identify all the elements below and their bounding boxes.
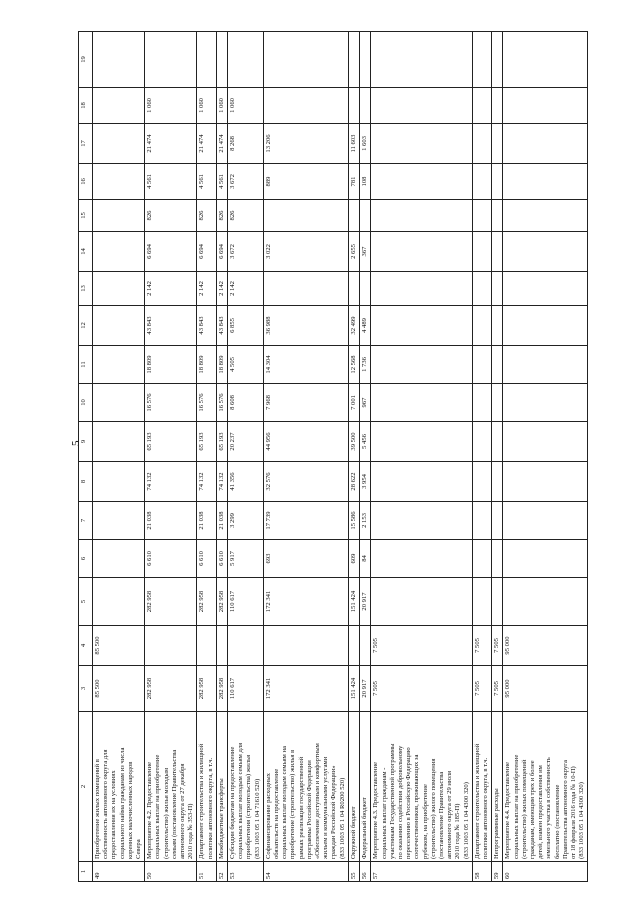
table-row: [216, 32, 227, 882]
value-cell: [228, 32, 264, 88]
value-cell: [93, 578, 145, 626]
value-cell: 1 060: [216, 88, 227, 124]
value-cell: [472, 124, 491, 164]
value-cell: 44 956: [263, 422, 348, 462]
table-body: [93, 32, 588, 882]
value-cell: [472, 462, 491, 502]
value-cell: [371, 502, 472, 540]
row-number: 59: [492, 862, 503, 882]
value-cell: [472, 32, 491, 88]
value-cell: [228, 626, 264, 666]
value-cell: [93, 88, 145, 124]
item-name: Департамент строительства и жилищной политики автономного округа, в т.ч.: [472, 712, 491, 862]
value-cell: 172 341: [263, 578, 348, 626]
row-number: 54: [263, 862, 348, 882]
value-cell: 282 958: [197, 666, 216, 712]
value-cell: 32 576: [263, 462, 348, 502]
column-number: 1: [79, 862, 93, 882]
value-cell: 41 356: [228, 462, 264, 502]
table-row: [503, 32, 588, 882]
value-cell: 781: [348, 164, 359, 200]
value-cell: 2 142: [145, 272, 197, 306]
table-row: [348, 32, 359, 882]
table-row: [472, 32, 491, 882]
value-cell: [503, 306, 588, 346]
item-name: Мероприятие 4.2. Предоставление социальных выплат на приобретение (строительство) жилья молодым семьям (постановление Правительства автономного округа от 27 декабря 2010 года № 353-П): [145, 712, 197, 862]
value-cell: 18 809: [197, 346, 216, 384]
value-cell: [492, 232, 503, 272]
column-number: 6: [79, 540, 93, 578]
value-cell: [503, 200, 588, 232]
item-name: Окружной бюджет: [348, 712, 359, 862]
value-cell: [371, 578, 472, 626]
value-cell: 172 341: [263, 666, 348, 712]
value-cell: [503, 462, 588, 502]
value-cell: 15 586: [348, 502, 359, 540]
column-number: 2: [79, 712, 93, 862]
column-number: 8: [79, 462, 93, 502]
value-cell: [503, 164, 588, 200]
value-cell: [492, 578, 503, 626]
item-name: Департамент строительства и жилищной политики автономного округа, в т.ч.: [197, 712, 216, 862]
value-cell: [93, 200, 145, 232]
value-cell: 4 489: [360, 306, 371, 346]
value-cell: 2 142: [228, 272, 264, 306]
value-cell: [348, 200, 359, 232]
value-cell: 693: [263, 540, 348, 578]
value-cell: 6 694: [145, 232, 197, 272]
value-cell: 74 132: [197, 462, 216, 502]
value-cell: 21 474: [197, 124, 216, 164]
value-cell: 5 456: [360, 422, 371, 462]
column-number: 17: [79, 124, 93, 164]
value-cell: 6 694: [197, 232, 216, 272]
value-cell: 1 736: [360, 346, 371, 384]
value-cell: 826: [197, 200, 216, 232]
value-cell: [472, 422, 491, 462]
value-cell: [93, 124, 145, 164]
value-cell: [503, 578, 588, 626]
table-row: [263, 32, 348, 882]
value-cell: 20 237: [228, 422, 264, 462]
value-cell: 14 304: [263, 346, 348, 384]
item-name: Субсидии бюджетам на предоставление социальных выплат молодым семьям для приобретения (строительства) жилья (833 1003 05 1 04 71610 520): [228, 712, 264, 862]
value-cell: [472, 306, 491, 346]
value-cell: 7 505: [472, 666, 491, 712]
value-cell: [371, 32, 472, 88]
value-cell: [503, 540, 588, 578]
value-cell: 65 193: [216, 422, 227, 462]
value-cell: [371, 200, 472, 232]
value-cell: [93, 422, 145, 462]
value-cell: 282 958: [145, 578, 197, 626]
value-cell: [492, 272, 503, 306]
column-number: 9: [79, 422, 93, 462]
row-number: 50: [145, 862, 197, 882]
value-cell: 17 739: [263, 502, 348, 540]
value-cell: [348, 88, 359, 124]
value-cell: 7 968: [263, 384, 348, 422]
value-cell: 967: [360, 384, 371, 422]
value-cell: [360, 88, 371, 124]
value-cell: 3 672: [228, 164, 264, 200]
value-cell: [472, 578, 491, 626]
value-cell: 13 206: [263, 124, 348, 164]
value-cell: [503, 272, 588, 306]
value-cell: [503, 88, 588, 124]
column-number: 19: [79, 32, 93, 88]
column-number: 11: [79, 346, 93, 384]
value-cell: [492, 200, 503, 232]
item-name: Мероприятие 4.3. Предоставление социальных выплат гражданам - участникам Государственной программы по оказанию содействия добровольному переселению в Российскую Федерацию соотечественников, проживающих за рубежом, на приобретение (строительство) жилого помещения (постановление Правительства автономного округа от 29 июля 2010 года № 185-П) (833 1003 05 1 04 4300 320): [371, 712, 472, 862]
value-cell: [492, 88, 503, 124]
value-cell: 74 132: [145, 462, 197, 502]
value-cell: 65 193: [145, 422, 197, 462]
value-cell: [263, 626, 348, 666]
column-number: 3: [79, 666, 93, 712]
value-cell: 108: [360, 164, 371, 200]
value-cell: 2 142: [216, 272, 227, 306]
value-cell: [371, 164, 472, 200]
value-cell: [145, 32, 197, 88]
value-cell: 8 268: [228, 124, 264, 164]
value-cell: 8 608: [228, 384, 264, 422]
value-cell: [197, 626, 216, 666]
value-cell: 5 917: [228, 540, 264, 578]
value-cell: 7 001: [348, 384, 359, 422]
value-cell: 4 505: [228, 346, 264, 384]
value-cell: [360, 626, 371, 666]
value-cell: [93, 164, 145, 200]
value-cell: [93, 232, 145, 272]
value-cell: 1 060: [228, 88, 264, 124]
value-cell: 39 500: [348, 422, 359, 462]
value-cell: [503, 124, 588, 164]
value-cell: [472, 540, 491, 578]
value-cell: 28 622: [348, 462, 359, 502]
value-cell: 826: [216, 200, 227, 232]
value-cell: 2 142: [197, 272, 216, 306]
value-cell: 74 132: [216, 462, 227, 502]
value-cell: 84: [360, 540, 371, 578]
value-cell: [371, 272, 472, 306]
column-number: 4: [79, 626, 93, 666]
value-cell: [93, 462, 145, 502]
value-cell: [503, 32, 588, 88]
item-name: Федеральный бюджет: [360, 712, 371, 862]
value-cell: 826: [228, 200, 264, 232]
value-cell: [472, 272, 491, 306]
value-cell: 367: [360, 232, 371, 272]
value-cell: 11 603: [348, 124, 359, 164]
value-cell: 3 954: [360, 462, 371, 502]
value-cell: [93, 502, 145, 540]
value-cell: [93, 540, 145, 578]
value-cell: [263, 200, 348, 232]
value-cell: 7 505: [371, 666, 472, 712]
item-name: Мероприятие 4.4. Предоставление социальных выплат на приобретение (строительство) жилых помещений гражданам, имеющим трех и более детей, взамен предоставления им земельного участка в собственность бесплатно (постановление Правительства автономного округа от 18 февраля 2016 года № 10-П) (833 1003 05 1 04 4300 320): [503, 712, 588, 862]
value-cell: 7 505: [472, 626, 491, 666]
value-cell: 16 576: [145, 384, 197, 422]
value-cell: [263, 272, 348, 306]
value-cell: 12 568: [348, 346, 359, 384]
item-name: Непрограммные расходы: [492, 712, 503, 862]
table-row: [228, 32, 264, 882]
value-cell: [472, 200, 491, 232]
value-cell: [492, 502, 503, 540]
value-cell: 282 958: [145, 666, 197, 712]
value-cell: [492, 124, 503, 164]
value-cell: 110 617: [228, 666, 264, 712]
value-cell: 85 500: [93, 666, 145, 712]
value-cell: [216, 626, 227, 666]
row-number: 51: [197, 862, 216, 882]
value-cell: [93, 32, 145, 88]
table-row: [360, 32, 371, 882]
table-row: [197, 32, 216, 882]
row-number: 55: [348, 862, 359, 882]
value-cell: 95 000: [503, 666, 588, 712]
value-cell: [492, 32, 503, 88]
value-cell: 282 958: [216, 578, 227, 626]
table-row: [145, 32, 197, 882]
value-cell: 6 855: [228, 306, 264, 346]
value-cell: 4 561: [145, 164, 197, 200]
column-number: 5: [79, 578, 93, 626]
value-cell: 6 610: [145, 540, 197, 578]
column-number: 18: [79, 88, 93, 124]
value-cell: 43 843: [197, 306, 216, 346]
page-number: 5: [70, 440, 82, 446]
column-number: 12: [79, 306, 93, 346]
value-cell: [492, 164, 503, 200]
value-cell: 110 617: [228, 578, 264, 626]
value-cell: 32 499: [348, 306, 359, 346]
item-name: Софинансирование расходных обязательств на предоставление социальных выплат молодым семьям на приобретение (строительство) жилья в рамках реализации государственной программы Российской Федерации «Обеспечение доступным и комфортным жильем и коммунальными услугами граждан Российской Федерации» (833 1003 05 1 04 R0200 520): [263, 712, 348, 862]
value-cell: 282 958: [197, 578, 216, 626]
value-cell: 1 060: [145, 88, 197, 124]
value-cell: [348, 32, 359, 88]
value-cell: [503, 384, 588, 422]
value-cell: 282 958: [216, 666, 227, 712]
column-number: 10: [79, 384, 93, 422]
value-cell: [472, 384, 491, 422]
budget-table: [78, 31, 588, 882]
row-number: 57: [371, 862, 472, 882]
item-name: Приобретение жилых помещений в собственность автономного округа для предоставления их на условиях социального найма гражданам из числа коренных малочисленных народов Севера: [93, 712, 145, 862]
value-cell: 4 561: [197, 164, 216, 200]
value-cell: [360, 200, 371, 232]
value-cell: [503, 422, 588, 462]
value-cell: 18 809: [216, 346, 227, 384]
value-cell: [371, 384, 472, 422]
value-cell: 43 843: [216, 306, 227, 346]
value-cell: [371, 232, 472, 272]
value-cell: 21 474: [216, 124, 227, 164]
value-cell: 20 917: [360, 578, 371, 626]
value-cell: 1 603: [360, 124, 371, 164]
value-cell: 3 022: [263, 232, 348, 272]
value-cell: [371, 540, 472, 578]
column-number: 14: [79, 232, 93, 272]
column-number: 13: [79, 272, 93, 306]
value-cell: 7 505: [492, 666, 503, 712]
table-row: [492, 32, 503, 882]
value-cell: 20 917: [360, 666, 371, 712]
value-cell: [216, 32, 227, 88]
value-cell: [472, 164, 491, 200]
value-cell: 7 505: [371, 626, 472, 666]
rotated-table-container: [78, 32, 636, 882]
column-number: 15: [79, 200, 93, 232]
value-cell: [93, 306, 145, 346]
value-cell: [263, 32, 348, 88]
value-cell: [93, 346, 145, 384]
value-cell: [197, 32, 216, 88]
value-cell: 21 474: [145, 124, 197, 164]
value-cell: [492, 462, 503, 502]
value-cell: 609: [348, 540, 359, 578]
value-cell: 6 694: [216, 232, 227, 272]
column-number: 7: [79, 502, 93, 540]
value-cell: 2 655: [348, 232, 359, 272]
value-cell: 21 038: [145, 502, 197, 540]
value-cell: [348, 272, 359, 306]
value-cell: 3 299: [228, 502, 264, 540]
item-name: Межбюджетные трансферты: [216, 712, 227, 862]
value-cell: [145, 626, 197, 666]
value-cell: [503, 502, 588, 540]
value-cell: 2 153: [360, 502, 371, 540]
row-number: 58: [472, 862, 491, 882]
value-cell: 65 193: [197, 422, 216, 462]
row-number: 53: [228, 862, 264, 882]
value-cell: [492, 346, 503, 384]
value-cell: 21 038: [216, 502, 227, 540]
column-number-row: [79, 32, 93, 882]
value-cell: [472, 502, 491, 540]
value-cell: 95 000: [503, 626, 588, 666]
table-row: [93, 32, 145, 882]
value-cell: [263, 88, 348, 124]
value-cell: 18 809: [145, 346, 197, 384]
value-cell: [472, 88, 491, 124]
value-cell: 4 561: [216, 164, 227, 200]
value-cell: [371, 422, 472, 462]
value-cell: [503, 346, 588, 384]
value-cell: 826: [145, 200, 197, 232]
table-header: [79, 32, 93, 882]
value-cell: 889: [263, 164, 348, 200]
value-cell: [492, 540, 503, 578]
value-cell: 1 060: [197, 88, 216, 124]
value-cell: 36 988: [263, 306, 348, 346]
value-cell: 7 505: [492, 626, 503, 666]
value-cell: [93, 384, 145, 422]
value-cell: 16 576: [197, 384, 216, 422]
value-cell: 6 610: [197, 540, 216, 578]
value-cell: 85 500: [93, 626, 145, 666]
table-row: [371, 32, 472, 882]
value-cell: [360, 32, 371, 88]
value-cell: [492, 422, 503, 462]
value-cell: [93, 272, 145, 306]
value-cell: [492, 306, 503, 346]
value-cell: [492, 384, 503, 422]
value-cell: [371, 124, 472, 164]
column-number: 16: [79, 164, 93, 200]
row-number: 56: [360, 862, 371, 882]
value-cell: 21 038: [197, 502, 216, 540]
value-cell: 16 576: [216, 384, 227, 422]
value-cell: [503, 232, 588, 272]
value-cell: [371, 306, 472, 346]
value-cell: [348, 626, 359, 666]
row-number: 49: [93, 862, 145, 882]
value-cell: [472, 346, 491, 384]
value-cell: [371, 88, 472, 124]
value-cell: [472, 232, 491, 272]
value-cell: [360, 272, 371, 306]
value-cell: [371, 462, 472, 502]
value-cell: 43 843: [145, 306, 197, 346]
value-cell: [371, 346, 472, 384]
value-cell: 151 424: [348, 578, 359, 626]
value-cell: 151 424: [348, 666, 359, 712]
value-cell: 3 672: [228, 232, 264, 272]
row-number: 52: [216, 862, 227, 882]
value-cell: 6 610: [216, 540, 227, 578]
row-number: 60: [503, 862, 588, 882]
